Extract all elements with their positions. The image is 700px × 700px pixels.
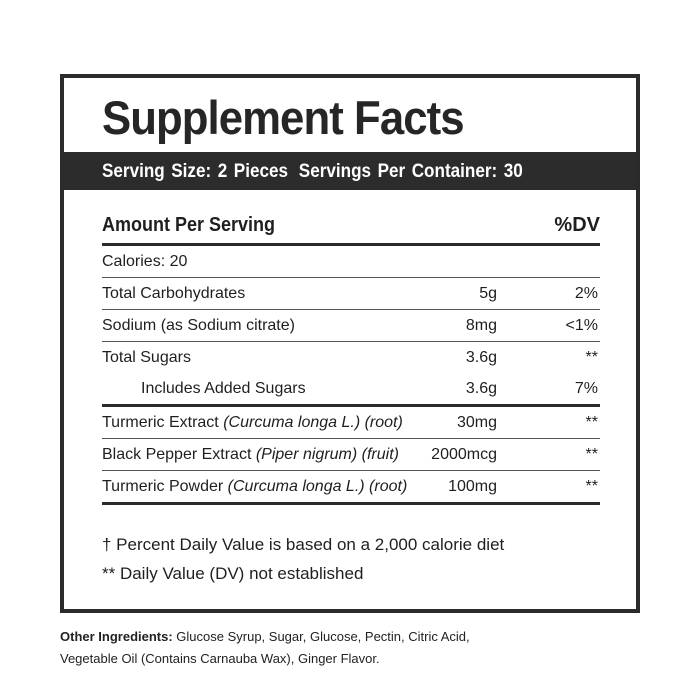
- serving-info-bar: [64, 152, 636, 190]
- table-bottom-divider: [102, 502, 600, 505]
- amount-per-serving-heading: Amount Per Serving: [102, 214, 276, 236]
- extract-amount: 30mg: [456, 414, 497, 431]
- extract-dv: **: [585, 478, 598, 495]
- dv-not-established-footnote: ** Daily Value (DV) not established: [102, 564, 364, 583]
- nutrient-amount: 8mg: [465, 317, 497, 334]
- calories-label: Calories: 20: [102, 253, 188, 270]
- table-row: [102, 471, 600, 502]
- extract-name: Black Pepper Extract: [102, 446, 256, 463]
- other-ingredients-text: Glucose Syrup, Sugar, Glucose, Pectin, Citric Acid, Vegetable Oil (Contains Carnauba Wax), Ginger Flavor.: [60, 629, 470, 666]
- serving-size: Serving Size: 2 Pieces: [102, 161, 289, 182]
- nutrient-dv: **: [585, 349, 598, 366]
- servings-per-container: Servings Per Container: 30: [298, 161, 523, 182]
- daily-value-footnote: † Percent Daily Value is based on a 2,000 calorie diet: [102, 535, 505, 554]
- table-row: [102, 439, 600, 470]
- footnotes: [102, 530, 504, 588]
- table-header: [102, 214, 600, 243]
- nutrient-amount: 5g: [479, 285, 497, 302]
- extract-amount: 100mg: [448, 478, 497, 495]
- extract-amount: 2000mcg: [431, 446, 497, 463]
- extract-dv: **: [585, 414, 598, 431]
- nutrient-name: Total Carbohydrates: [102, 285, 246, 302]
- calories-row: [102, 246, 600, 277]
- table-row: [102, 342, 600, 373]
- nutrient-name: Sodium (as Sodium citrate): [102, 317, 295, 334]
- nutrient-dv: <1%: [565, 317, 598, 334]
- nutrient-amount: 3.6g: [465, 380, 497, 397]
- other-ingredients: [60, 626, 530, 670]
- table-row: [102, 310, 600, 341]
- extract-latin-name: (Curcuma longa L.) (root): [223, 414, 403, 431]
- table-row: [102, 407, 600, 438]
- nutrient-name: Includes Added Sugars: [141, 380, 306, 397]
- dv-heading: %DV: [554, 214, 600, 236]
- nutrition-table: [102, 214, 600, 505]
- extract-latin-name: (Piper nigrum) (fruit): [255, 446, 399, 463]
- nutrient-amount: 3.6g: [465, 349, 497, 366]
- nutrient-dv: 2%: [574, 285, 598, 302]
- nutrient-dv: 7%: [574, 380, 598, 397]
- extract-latin-name: (Curcuma longa L.) (root): [227, 478, 408, 495]
- panel-title: Supplement Facts: [102, 91, 464, 144]
- nutrient-name: Total Sugars: [102, 349, 191, 366]
- extract-name: Turmeric Powder: [102, 478, 228, 495]
- supplement-facts-panel: [60, 74, 640, 613]
- extract-name: Turmeric Extract: [102, 414, 224, 431]
- other-ingredients-label: Other Ingredients:: [60, 629, 173, 644]
- table-row: [102, 278, 600, 309]
- extract-dv: **: [585, 446, 598, 463]
- table-row: [102, 373, 600, 404]
